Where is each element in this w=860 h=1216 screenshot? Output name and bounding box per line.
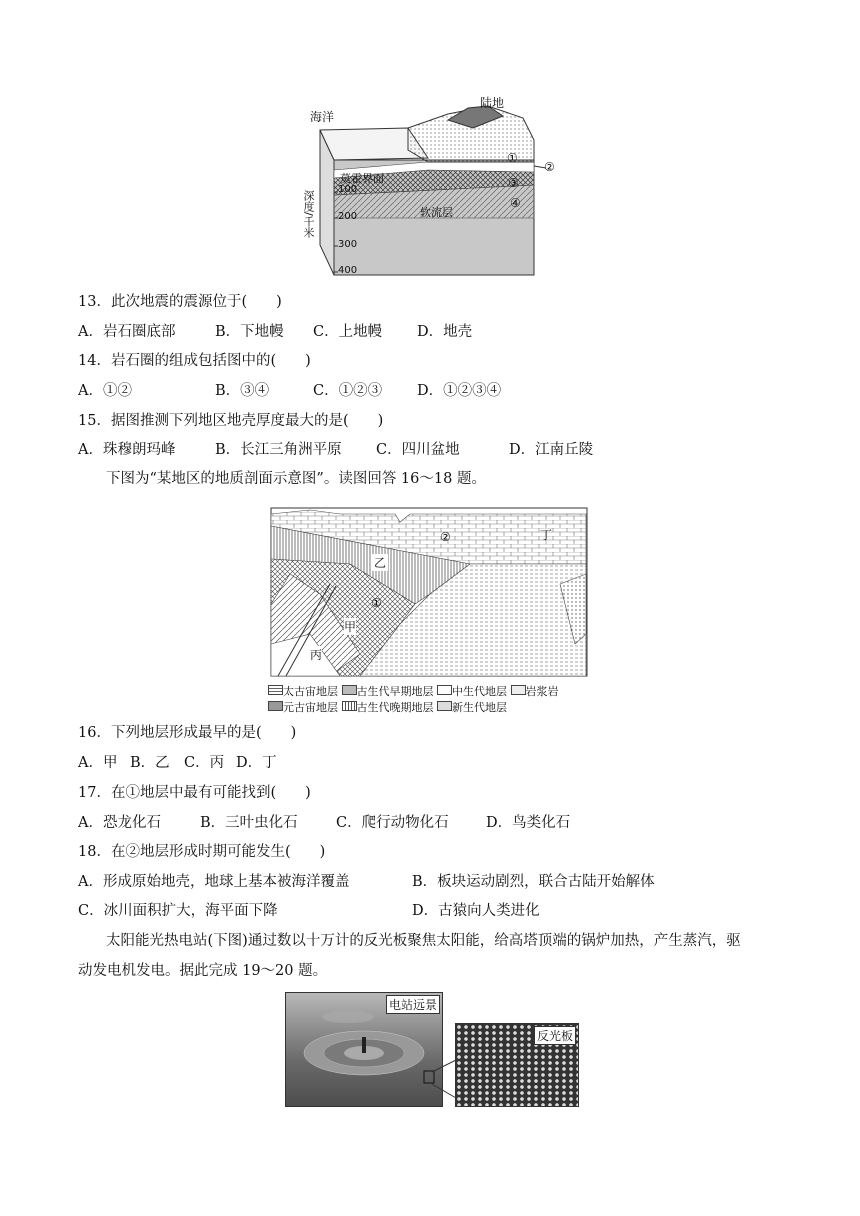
q18-option-d: D．古猿向人类进化 <box>412 903 540 919</box>
label-ding: 丁 <box>540 528 553 542</box>
land-label: 陆地 <box>480 96 505 110</box>
label-jia: 甲 <box>344 620 357 634</box>
legend-late-paleozoic: 古生代晚期地层 <box>356 701 434 714</box>
q16-option-b: B．乙 <box>130 755 170 771</box>
q18-option-b: B．板块运动剧烈，联合古陆开始解体 <box>412 874 655 890</box>
q14-option-a: A．①② <box>78 383 132 399</box>
intro-19-20-line2: 动发电机发电。据此完成 19～20 题。 <box>78 963 328 979</box>
legend-swatch-early-paleozoic <box>342 685 357 695</box>
asthenosphere-label: 软流层 <box>420 206 453 219</box>
q15-option-a: A．珠穆朗玛峰 <box>78 442 176 458</box>
legend-magma: 岩浆岩 <box>525 685 559 698</box>
legend-mesozoic: 中生代地层 <box>452 685 507 698</box>
geologic-cross-section <box>270 504 588 714</box>
label-bing: 丙 <box>310 648 323 662</box>
q15-option-d: D．江南丘陵 <box>509 442 594 458</box>
q15-option-b: B．长江三角洲平原 <box>215 442 342 458</box>
marker-2: ② <box>544 160 555 174</box>
question-16-stem: 16．下列地层形成最早的是( ) <box>78 725 297 741</box>
far-view-caption: 电站远景 <box>386 995 440 1014</box>
lithosphere-block-diagram <box>298 96 568 280</box>
legend-swatch-late-paleozoic <box>342 701 357 711</box>
legend <box>268 684 588 716</box>
q18-option-a: A．形成原始地壳，地球上基本被海洋覆盖 <box>78 874 350 890</box>
q14-option-d: D．①②③④ <box>417 383 502 399</box>
q14-option-c: C．①②③ <box>313 383 383 399</box>
question-15-stem: 15．据图推测下列地区地壳厚度最大的是( ) <box>78 413 384 429</box>
depth-tick-100: 100 <box>338 184 358 195</box>
depth-axis-label: 深度/千米 <box>302 190 315 238</box>
zoom-connector-lines <box>430 1060 470 1100</box>
label-marker-2: ② <box>440 530 451 544</box>
q17-option-d: D．鸟类化石 <box>486 815 571 831</box>
intro-16-18: 下图为“某地区的地质剖面示意图”。读图回答 16～18 题。 <box>106 471 486 487</box>
legend-archean: 太古宙地层 <box>283 685 338 698</box>
legend-swatch-cenozoic <box>437 701 452 711</box>
depth-tick-200: 200 <box>338 211 358 222</box>
q13-option-a: A．岩石圈底部 <box>78 324 176 340</box>
label-marker-1: ① <box>371 596 382 610</box>
legend-cenozoic: 新生代地层 <box>452 701 507 714</box>
q16-option-c: C．丙 <box>184 755 225 771</box>
legend-early-paleozoic: 古生代早期地层 <box>356 685 434 698</box>
legend-proterozoic: 元古宙地层 <box>283 701 338 714</box>
q15-option-c: C．四川盆地 <box>376 442 460 458</box>
marker-1: ① <box>507 151 518 165</box>
q13-option-c: C．上地幔 <box>313 324 383 340</box>
q18-option-c: C．冰川面积扩大，海平面下降 <box>78 903 278 919</box>
q16-option-d: D．丁 <box>236 755 277 771</box>
legend-swatch-magma <box>511 685 526 695</box>
marker-4: ④ <box>510 196 521 210</box>
intro-19-20-line1: 太阳能光热电站(下图)通过数以十万计的反光板聚焦太阳能，给高塔顶端的锅炉加热，产生蒸汽，驱 <box>106 933 741 949</box>
question-18-stem: 18．在②地层形成时期可能发生( ) <box>78 844 326 860</box>
question-13-stem: 13．此次地震的震源位于( ) <box>78 294 282 310</box>
question-17-stem: 17．在①地层中最有可能找到( ) <box>78 785 311 801</box>
q16-option-a: A．甲 <box>78 755 118 771</box>
ocean-label: 海洋 <box>310 110 335 124</box>
q17-option-b: B．三叶虫化石 <box>200 815 298 831</box>
depth-tick-300: 300 <box>338 239 358 250</box>
q14-option-b: B．③④ <box>215 383 270 399</box>
q17-option-a: A．恐龙化石 <box>78 815 161 831</box>
solar-station-photo <box>285 992 443 1107</box>
reflector-caption: 反光板 <box>534 1026 576 1045</box>
depth-tick-400: 400 <box>338 265 358 276</box>
q13-option-d: D．地壳 <box>417 324 473 340</box>
question-14-stem: 14．岩石圈的组成包括图中的( ) <box>78 353 311 369</box>
legend-swatch-proterozoic <box>268 701 283 711</box>
q13-option-b: B．下地幔 <box>215 324 284 340</box>
moho-label: 莫霍界面 <box>340 172 384 185</box>
legend-swatch-archean <box>268 685 283 695</box>
legend-swatch-mesozoic <box>437 685 452 695</box>
q17-option-c: C．爬行动物化石 <box>336 815 449 831</box>
reflector-closeup-photo <box>455 1023 579 1107</box>
marker-3: ③ <box>508 176 519 190</box>
label-yi: 乙 <box>374 556 387 570</box>
